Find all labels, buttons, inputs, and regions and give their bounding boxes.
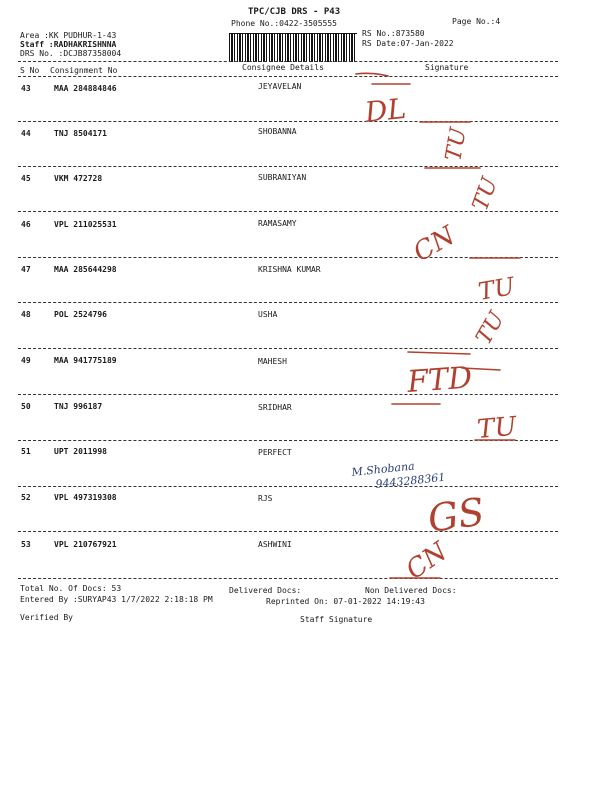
col-consignment-header: Consignment No [50,66,118,75]
row-consignee: SHOBANNA [258,127,297,136]
row-consignee: RJS [258,494,273,503]
row-consignment: VPL 497319308 [54,493,117,502]
pen-stroke [462,368,500,370]
handwritten-phone: 9443288361 [374,470,446,491]
row-divider [18,531,558,532]
row-consignee: SUBRANIYAN [258,173,307,182]
row-consignee: USHA [258,310,278,319]
row-sno: 45 [21,174,31,183]
row-divider [18,257,558,258]
row-sno: 43 [21,84,31,93]
page-number: Page No.:4 [452,17,501,26]
row-consignment: MAA 285644298 [54,265,117,274]
header-divider-bottom [18,76,558,77]
row-consignment: MAA 941775189 [54,356,117,365]
row-divider [18,166,558,167]
drs-number: DRS No. :DCJB87358004 [20,49,122,58]
row-consignee: SRIDHAR [258,403,292,412]
col-sno-header: S No [20,66,40,75]
area-label: Area :KK PUDHUR-1-43 [20,31,117,40]
delivered-docs: Delivered Docs: [229,586,302,595]
row-sno: 53 [21,540,31,549]
row-consignee: ASHWINI [258,540,292,549]
row-consignment: VPL 211025531 [54,220,117,229]
row-divider [18,440,558,441]
row-sno: 48 [21,310,31,319]
row-divider [18,121,558,122]
row-sno: 44 [21,129,31,138]
row-sno: 51 [21,447,31,456]
handwritten-name: M.Shobana [350,459,416,479]
row-consignment: VKM 472728 [54,174,103,183]
rs-date: RS Date:07-Jan-2022 [362,39,454,48]
barcode [229,33,357,62]
row-consignee: JEYAVELAN [258,82,302,91]
row-sno: 47 [21,265,31,274]
pen-stroke [408,352,470,354]
row-divider [18,302,558,303]
col-signature-header: Signature [425,63,469,72]
sig-mark-gs: GS [425,489,488,541]
row-consignee: MAHESH [258,357,287,366]
row-consignee: KRISHNA KUMAR [258,265,321,274]
row-consignee: RAMASAMY [258,219,297,228]
sig-mark-tu: TU [475,411,518,445]
sig-mark-tu: TU [468,174,503,215]
sig-mark-cn: CN [408,220,461,269]
row-consignee: PERFECT [258,448,292,457]
document-title: TPC/CJB DRS - P43 [248,7,341,17]
row-divider [18,486,558,487]
col-consignee-header: Consignee Details [242,63,324,72]
staff-signature-label: Staff Signature [300,615,373,624]
sig-mark-cn: CN [400,536,453,586]
row-sno: 46 [21,220,31,229]
header-divider-top [18,61,558,62]
non-delivered-docs: Non Delivered Docs: [365,586,457,595]
row-sno: 52 [21,493,31,502]
row-sno: 50 [21,402,31,411]
sig-mark-tu: TU [476,272,517,306]
row-consignment: MAA 284884846 [54,84,117,93]
staff-label: Staff :RADHAKRISHNNA [20,40,117,49]
row-consignment: POL 2524796 [54,310,107,319]
row-consignment: TNJ 8504171 [54,129,107,138]
sig-mark-ftd: FTD [406,360,474,400]
sig-mark-tu: TU [471,307,510,349]
row-divider [18,394,558,395]
row-consignment: VPL 210767921 [54,540,117,549]
reprinted-on: Reprinted On: 07-01-2022 14:19:43 [266,597,425,606]
row-divider [18,348,558,349]
row-consignment: TNJ 996187 [54,402,103,411]
sig-mark-tu: TU [441,125,472,164]
sig-mark-dl: DL [363,91,408,129]
row-consignment: UPT 2011998 [54,447,107,456]
rs-number: RS No.:873580 [362,29,425,38]
row-sno: 49 [21,356,31,365]
verified-by: Verified By [20,613,73,622]
phone-number: Phone No.:0422-3505555 [231,19,337,28]
total-docs: Total No. Of Docs: 53 [20,584,122,593]
row-divider [18,578,558,579]
entered-by: Entered By :SURYAP43 1/7/2022 2:18:18 PM [20,595,213,604]
row-divider [18,211,558,212]
